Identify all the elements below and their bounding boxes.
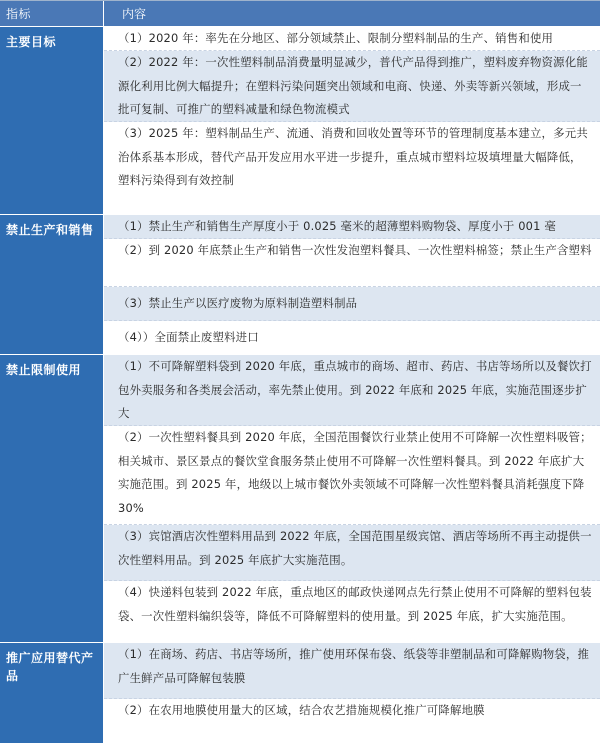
list-item: （2）到 2020 年底禁止生产和销售一次性发泡塑料餐具、一次性塑料棉签；禁止生产含塑料 — [104, 239, 600, 287]
list-item: （3）2025 年：塑料制品生产、流通、消费和回收处置等环节的管理制度基本建立，多元共治体系基本形成，替代产品开发应用水平进一步提升，重点城市塑料垃圾填埋量大幅降低，塑料污染得到有效控制 — [104, 122, 600, 215]
section-label: 禁止生产和销售 — [0, 215, 104, 354]
header-indicator: 指标 — [0, 1, 104, 26]
table-header — [0, 1, 600, 27]
section-main-goals — [0, 27, 600, 215]
section-content — [104, 355, 600, 642]
section-ban-production — [0, 215, 600, 355]
section-content — [104, 27, 600, 214]
list-item: （2）2022 年：一次性塑料制品消费量明显减少，普代产品得到推广，塑料废弃物资源化能源化利用比例大幅提升；在塑料污染问题突出领域和电商、快递、外卖等新兴领域，形成一批可复制、可推广的塑料减量和绿色物流模式 — [104, 51, 600, 122]
section-content — [104, 215, 600, 354]
list-item: （1）不可降解塑料袋到 2020 年底，重点城市的商场、超市、药店、书店等场所以及餐饮打包外卖服务和各类展会活动，率先禁止使用。到 2022 年底和 2025 年底，实施范围逐步扩大 — [104, 355, 600, 426]
section-label: 推广应用替代产品 — [0, 643, 104, 743]
list-item: （3）宾馆酒店次性塑料用品到 2022 年底，全国范围星级宾馆、酒店等场所不再主动提供一次性塑料用品。到 2025 年底扩大实施范围。 — [104, 525, 600, 581]
list-item: （4））全面禁止废塑料进口 — [104, 321, 600, 355]
header-content: 内容 — [104, 1, 600, 26]
list-item: （1）2020 年：率先在分地区、部分领域禁止、限制分塑料制品的生产、销售和使用 — [104, 27, 600, 51]
list-item: （2）一次性塑料餐具到 2020 年底，全国范围餐饮行业禁止使用不可降解一次性塑料吸管；相关城市、景区景点的餐饮堂食服务禁止使用不可降解一次性塑料餐具。到 2022 年底扩大实施范围。到 2025 年，地级以上城市餐饮外卖领域不可降解一次性塑料餐具消耗强度下降 30% — [104, 426, 600, 525]
list-item: （1）禁止生产和销售生产厚度小于 0.025 毫米的超薄塑料购物袋、厚度小于 001 毫 — [104, 215, 600, 239]
section-content — [104, 643, 600, 743]
section-label: 主要目标 — [0, 27, 104, 214]
section-label: 禁止限制使用 — [0, 355, 104, 642]
list-item: （4）快递料包装到 2022 年底，重点地区的邮政快递网点先行禁止使用不可降解的塑料包装袋、一次性塑料编织袋等，降低不可降解塑料的使用量。到 2025 年底，扩大实施范围。 — [104, 581, 600, 643]
list-item: （3）禁止生产以医疗废物为原料制造塑料制品 — [104, 287, 600, 321]
list-item: （1）在商场、药店、书店等场所，推广使用环保布袋、纸袋等非塑制品和可降解购物袋，推广生鲜产品可降解包装膜 — [104, 643, 600, 699]
section-promote-alternatives — [0, 643, 600, 743]
section-restrict-use — [0, 355, 600, 643]
list-item: （2）在农用地膜使用量大的区域，结合农艺措施规模化推广可降解地膜 — [104, 699, 600, 743]
